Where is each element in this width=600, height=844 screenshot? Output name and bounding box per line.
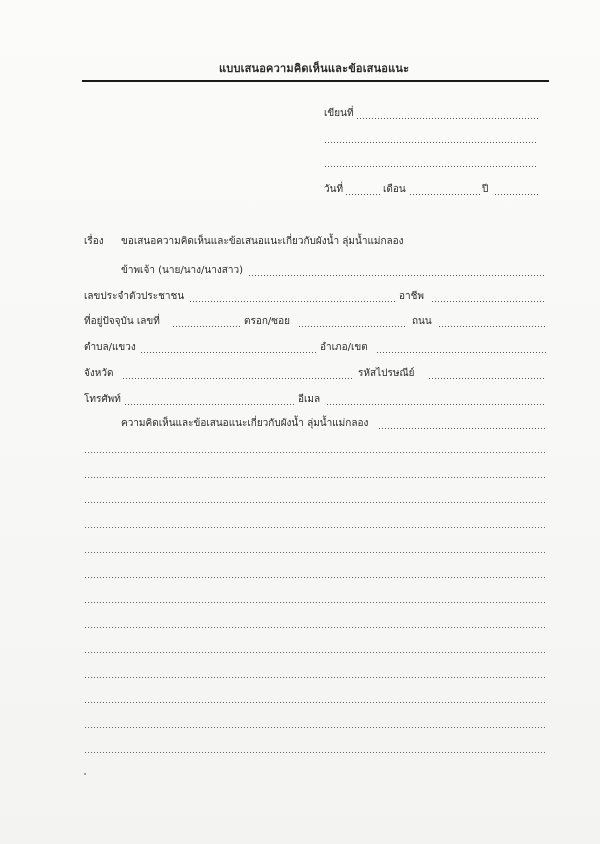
form-title: แบบเสนอความคิดเห็นและข้อเสนอแนะ [219,62,410,75]
postal-label: รหัสไปรษณีย์ [358,368,415,379]
comment-line[interactable] [84,627,546,628]
comment-line[interactable] [84,652,546,653]
comment-line[interactable] [84,577,546,578]
comment-line[interactable] [84,727,546,728]
written-at-field-line-2[interactable] [324,142,538,143]
comment-line[interactable] [84,702,546,703]
written-at-field[interactable] [356,118,538,119]
phone-label: โทรศัพท์ [84,394,121,405]
occupation-field[interactable] [431,301,546,302]
year-label: ปี [482,184,489,195]
email-field[interactable] [326,404,546,405]
district-field[interactable] [376,352,546,353]
comment-line[interactable] [84,677,546,678]
subdistrict-label: ตำบล/แขวง [84,342,136,353]
occupation-label: อาชีพ [399,291,424,302]
road-label: ถนน [412,316,432,327]
month-field[interactable] [409,194,481,195]
stray-mark [84,773,86,775]
road-field[interactable] [438,326,546,327]
comment-line[interactable] [84,602,546,603]
written-at-label: เขียนที่ [324,108,354,119]
year-field[interactable] [494,194,538,195]
name-label: ข้าพเจ้า (นาย/นาง/นางสาว) [121,265,243,276]
comment-line[interactable] [84,452,546,453]
email-label: อีเมล [298,394,321,405]
phone-field[interactable] [124,404,294,405]
alley-field[interactable] [298,326,406,327]
subject-text: ขอเสนอความคิดเห็นและข้อเสนอแนะเกี่ยวกับผังน้ำ ลุ่มน้ำแม่กลอง [121,236,404,247]
id-field[interactable] [189,301,395,302]
day-field[interactable] [345,194,382,195]
province-label: จังหวัด [84,368,114,379]
comment-line[interactable] [84,552,546,553]
comment-line[interactable] [84,527,546,528]
district-label: อำเภอ/เขต [320,342,368,353]
title-underline [82,80,549,82]
province-field[interactable] [122,378,354,379]
postal-field[interactable] [428,378,546,379]
comment-field[interactable] [378,428,546,429]
id-label: เลขประจำตัวประชาชน [84,291,185,302]
month-label: เดือน [383,184,406,195]
comment-line[interactable] [84,477,546,478]
subdistrict-field[interactable] [140,352,316,353]
subject-label: เรื่อง [84,236,104,247]
written-at-field-line-3[interactable] [324,166,538,167]
house-number-field[interactable] [172,326,240,327]
address-label: ที่อยู่ปัจจุบัน เลขที่ [84,316,160,327]
alley-label: ตรอก/ซอย [244,316,290,327]
comment-label: ความคิดเห็นและข้อเสนอแนะเกี่ยวกับผังน้ำ ลุ่มน้ำแม่กลอง [121,418,369,429]
date-label: วันที่ [324,184,344,195]
comment-line[interactable] [84,752,546,753]
name-field[interactable] [248,275,546,276]
comment-line[interactable] [84,502,546,503]
